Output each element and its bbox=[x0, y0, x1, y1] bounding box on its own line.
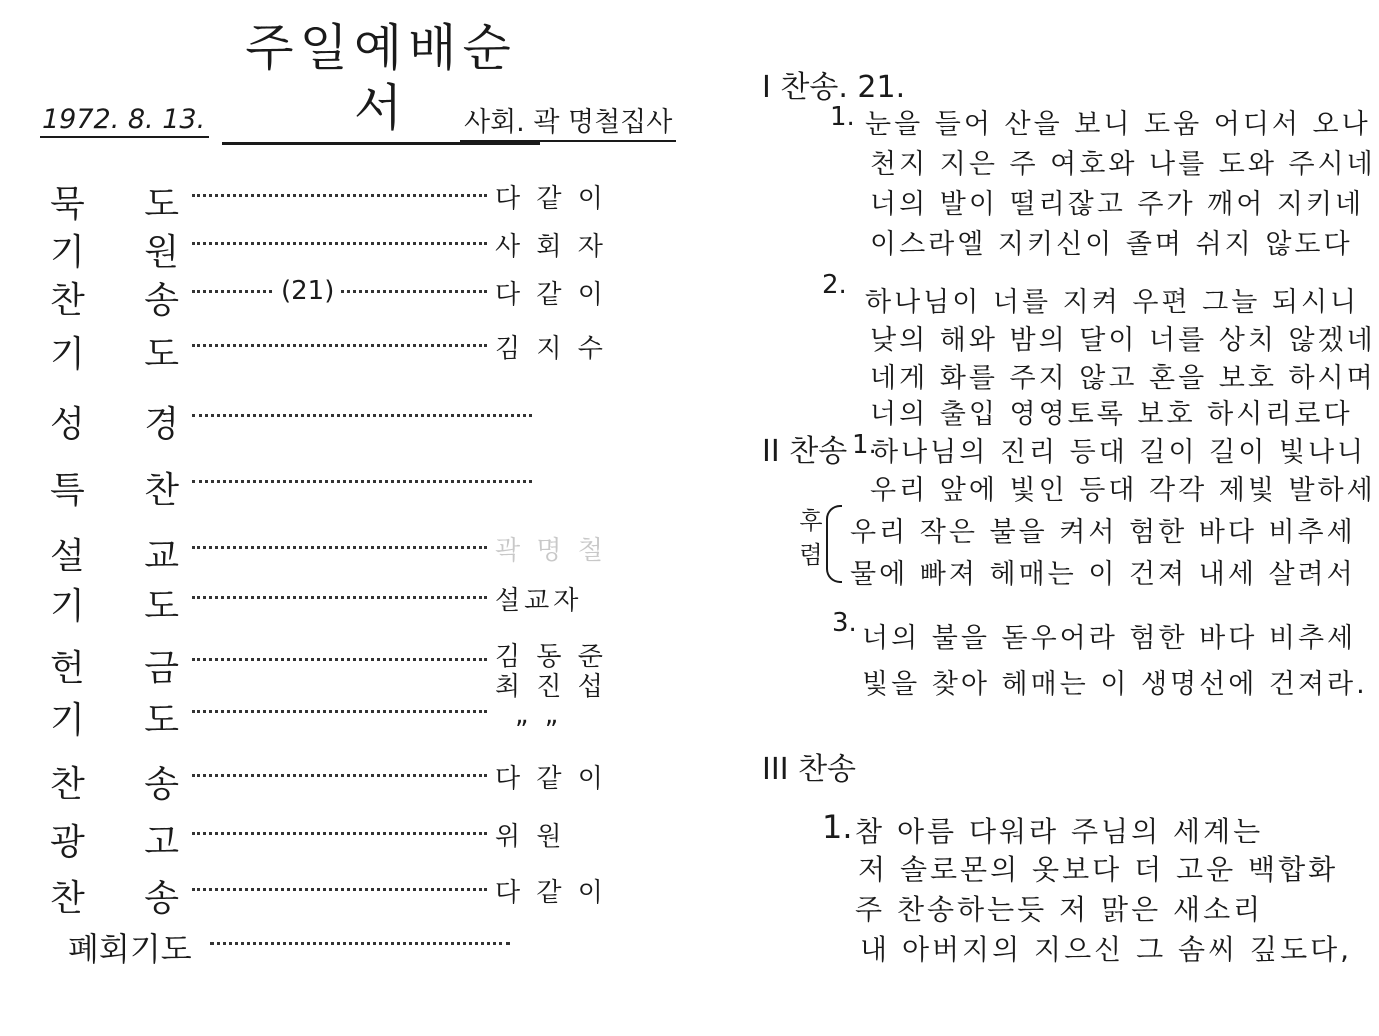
order-item-person: 김 동 준 최 진 섭 bbox=[495, 642, 607, 702]
lyric-line: 빛을 찾아 헤매는 이 생명선에 건져라. bbox=[862, 669, 1368, 700]
order-item-name: 기 원 bbox=[50, 232, 185, 273]
order-item-person: 김 지 수 bbox=[495, 334, 607, 364]
dotted-leader bbox=[210, 942, 510, 945]
order-item bbox=[50, 924, 610, 970]
dotted-leader bbox=[192, 480, 532, 483]
lyric-line: 천지 지은 주 여호와 나를 도와 주시네 bbox=[870, 149, 1376, 180]
order-item-name: 찬 송 bbox=[50, 878, 185, 919]
verse-number: 1. bbox=[822, 808, 853, 846]
order-item bbox=[50, 176, 610, 225]
order-item-person: „ „ bbox=[515, 700, 563, 730]
dotted-leader bbox=[192, 596, 487, 599]
order-item-name: 기 도 bbox=[50, 586, 185, 627]
dotted-leader bbox=[192, 710, 487, 713]
order-item-name: 성 경 bbox=[50, 404, 185, 445]
order-item-name: 기 도 bbox=[50, 334, 185, 375]
order-item-name: 찬 송 bbox=[50, 764, 185, 805]
verse-number: 3. bbox=[832, 608, 857, 638]
order-item-person: 사 회 자 bbox=[495, 232, 607, 262]
lyric-line: 너의 불을 돋우어라 험한 바다 비추세 bbox=[862, 623, 1357, 654]
lyric-line: 하나님이 너를 지켜 우편 그늘 되시니 bbox=[865, 287, 1360, 318]
order-item-name: 광 고 bbox=[50, 822, 185, 863]
order-item-name: 찬 송 bbox=[50, 280, 185, 321]
lyric-line: 너의 발이 떨리잖고 주가 깨어 지키네 bbox=[870, 189, 1365, 220]
chorus-line: 우리 작은 불을 켜서 험한 바다 비추세 bbox=[850, 517, 1356, 548]
order-item-person: 설교자 bbox=[495, 586, 583, 616]
order-item bbox=[50, 578, 610, 627]
order-item-person: 다 같 이 bbox=[495, 878, 607, 908]
lyric-line: 주 찬송하는듯 저 맑은 새소리 bbox=[855, 893, 1264, 926]
lyric-line: 이스라엘 지키신이 졸며 쉬지 않도다 bbox=[870, 229, 1353, 260]
order-item-person: 다 같 이 bbox=[495, 764, 607, 794]
order-item-name: 특 찬 bbox=[50, 470, 185, 511]
document-title: 주일예배순서 bbox=[222, 18, 540, 145]
dotted-leader bbox=[192, 832, 487, 835]
order-item bbox=[50, 640, 610, 700]
order-item-person: 다 같 이 bbox=[495, 184, 607, 214]
dotted-leader bbox=[192, 774, 487, 777]
hymn-heading: I 찬송. 21. bbox=[762, 70, 906, 105]
dotted-leader bbox=[192, 242, 487, 245]
order-item-person: 위 원 bbox=[495, 822, 566, 852]
lyric-line: 눈을 들어 산을 보니 도움 어디서 오나 bbox=[865, 109, 1371, 140]
lyric-line: 참 아름 다워라 주님의 세계는 bbox=[855, 815, 1264, 848]
hymn-heading: III 찬송 bbox=[762, 752, 857, 787]
lyric-line: 너의 출입 영영토록 보호 하시리로다 bbox=[870, 399, 1353, 430]
dotted-leader bbox=[192, 658, 487, 661]
order-item bbox=[50, 692, 610, 741]
lyric-line: 네게 화를 주지 않고 혼을 보호 하시며 bbox=[870, 363, 1376, 394]
order-item bbox=[50, 326, 610, 375]
dotted-leader bbox=[192, 344, 487, 347]
order-item bbox=[50, 528, 610, 577]
verse-number: 1. bbox=[830, 102, 855, 132]
chorus-brace bbox=[826, 505, 842, 583]
order-item-name: 폐회기도 bbox=[68, 930, 192, 968]
order-item bbox=[50, 870, 610, 919]
lyric-line: 하나님의 진리 등대 길이 길이 빛나니 bbox=[872, 437, 1367, 468]
order-item-name: 묵 도 bbox=[50, 184, 185, 225]
order-item-note: (21) bbox=[275, 276, 340, 306]
lyric-line: 저 솔로몬의 옷보다 더 고운 백합화 bbox=[858, 853, 1339, 886]
verse-number: 1. bbox=[852, 430, 877, 460]
lyric-line: 낮의 해와 밤의 달이 너를 상치 않겠네 bbox=[870, 325, 1376, 356]
dotted-leader bbox=[192, 194, 487, 197]
dotted-leader bbox=[192, 888, 487, 891]
order-item-person: 다 같 이 bbox=[495, 280, 607, 310]
chorus-label: 후렴 bbox=[799, 507, 823, 569]
right-page bbox=[700, 0, 1379, 1036]
dotted-leader bbox=[192, 546, 487, 549]
order-item bbox=[50, 272, 610, 321]
chorus-line: 물에 빠져 헤매는 이 건져 내세 살려서 bbox=[850, 559, 1356, 590]
order-item bbox=[50, 224, 610, 273]
order-item-name: 기 도 bbox=[50, 700, 185, 741]
order-item bbox=[50, 462, 610, 511]
lyric-line: 내 아버지의 지으신 그 솜씨 깊도다, bbox=[860, 933, 1353, 966]
dotted-leader bbox=[192, 414, 532, 417]
lyric-line: 우리 앞에 빛인 등대 각각 제빛 발하세 bbox=[870, 475, 1376, 506]
order-item bbox=[50, 814, 610, 863]
verse-number: 2. bbox=[822, 270, 847, 300]
order-item bbox=[50, 756, 610, 805]
order-item-name: 헌 금 bbox=[50, 648, 185, 689]
service-date: 1972. 8. 13. bbox=[40, 104, 209, 138]
hymn-heading: II 찬송 bbox=[762, 434, 848, 469]
order-item-name: 설 교 bbox=[50, 536, 185, 577]
order-item bbox=[50, 396, 610, 445]
service-host: 사회. 곽 명철집사 bbox=[460, 100, 676, 142]
order-item-person-faded: 곽 명 철 bbox=[495, 536, 607, 566]
